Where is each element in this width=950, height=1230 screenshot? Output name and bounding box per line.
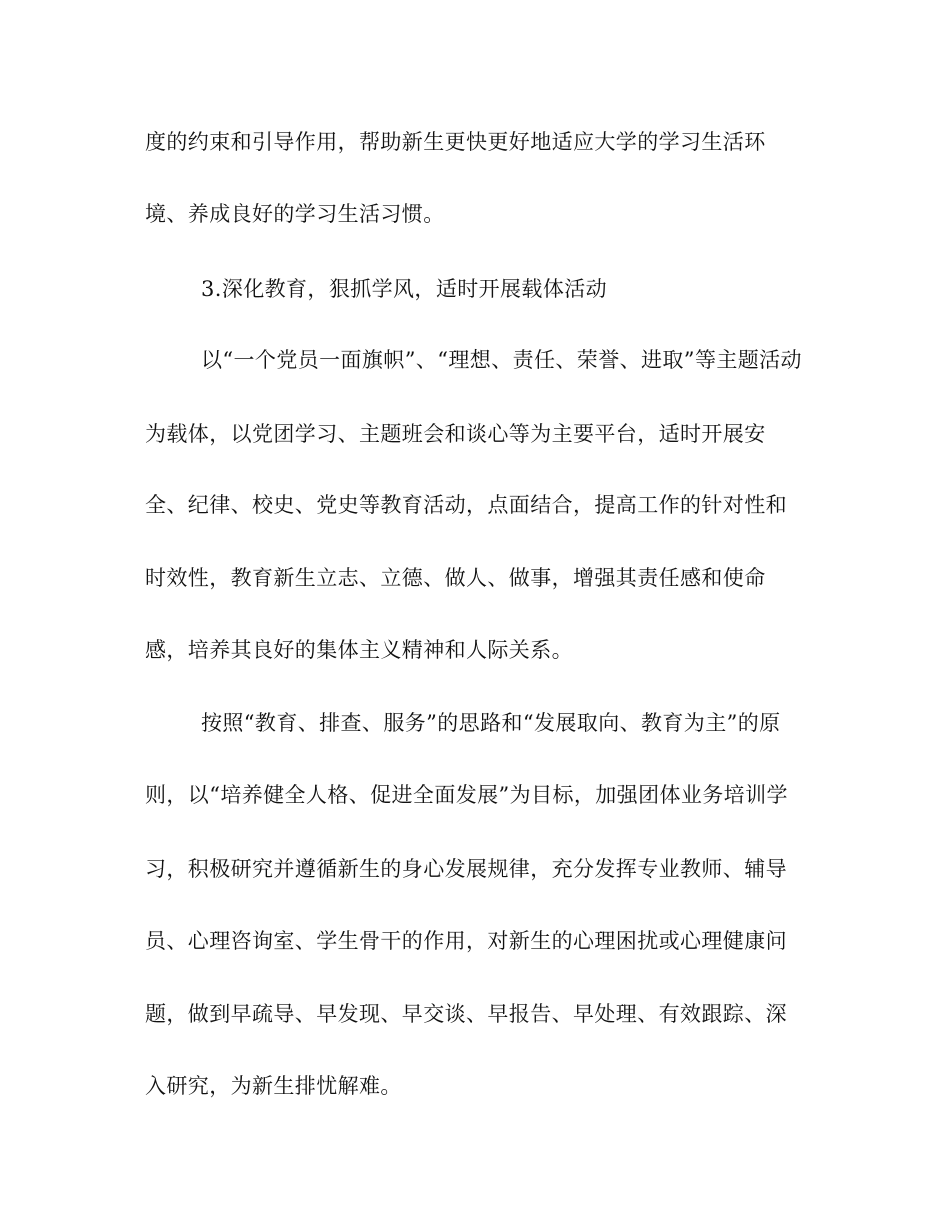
paragraph-line: 境、养成良好的学习生活习惯。 xyxy=(145,202,445,226)
paragraph-line: 全、纪律、校史、党史等教育活动，点面结合，提高工作的针对性和 xyxy=(145,493,787,517)
paragraph-line: 题，做到早疏导、早发现、早交谈、早报告、早处理、有效跟踪、深 xyxy=(145,1002,787,1026)
paragraph-line: 度的约束和引导作用，帮助新生更快更好地适应大学的学习生活环 xyxy=(145,130,766,154)
paragraph-line: 习，积极研究并遵循新生的身心发展规律，充分发挥专业教师、辅导 xyxy=(145,857,787,881)
paragraph-line: 以“一个党员一面旗帜”、“理想、责任、荣誉、进取”等主题活动 xyxy=(201,348,802,372)
paragraph-line: 按照“教育、排查、服务”的思路和“发展取向、教育为主”的原 xyxy=(201,711,781,735)
paragraph-line: 入研究，为新生排忧解难。 xyxy=(145,1074,402,1098)
section-heading: 3.深化教育，狠抓学风，适时开展载体活动 xyxy=(201,277,608,301)
paragraph-line: 为载体，以党团学习、主题班会和谈心等为主要平台，适时开展安 xyxy=(145,422,766,446)
paragraph-line: 感，培养其良好的集体主义精神和人际关系。 xyxy=(145,638,573,662)
paragraph-line: 则，以“培养健全人格、促进全面发展”为目标，加强团体业务培训学 xyxy=(145,783,788,807)
paragraph-line: 时效性，教育新生立志、立德、做人、做事，增强其责任感和使命 xyxy=(145,566,766,590)
paragraph-line: 员、心理咨询室、学生骨干的作用，对新生的心理困扰或心理健康问 xyxy=(145,929,787,953)
